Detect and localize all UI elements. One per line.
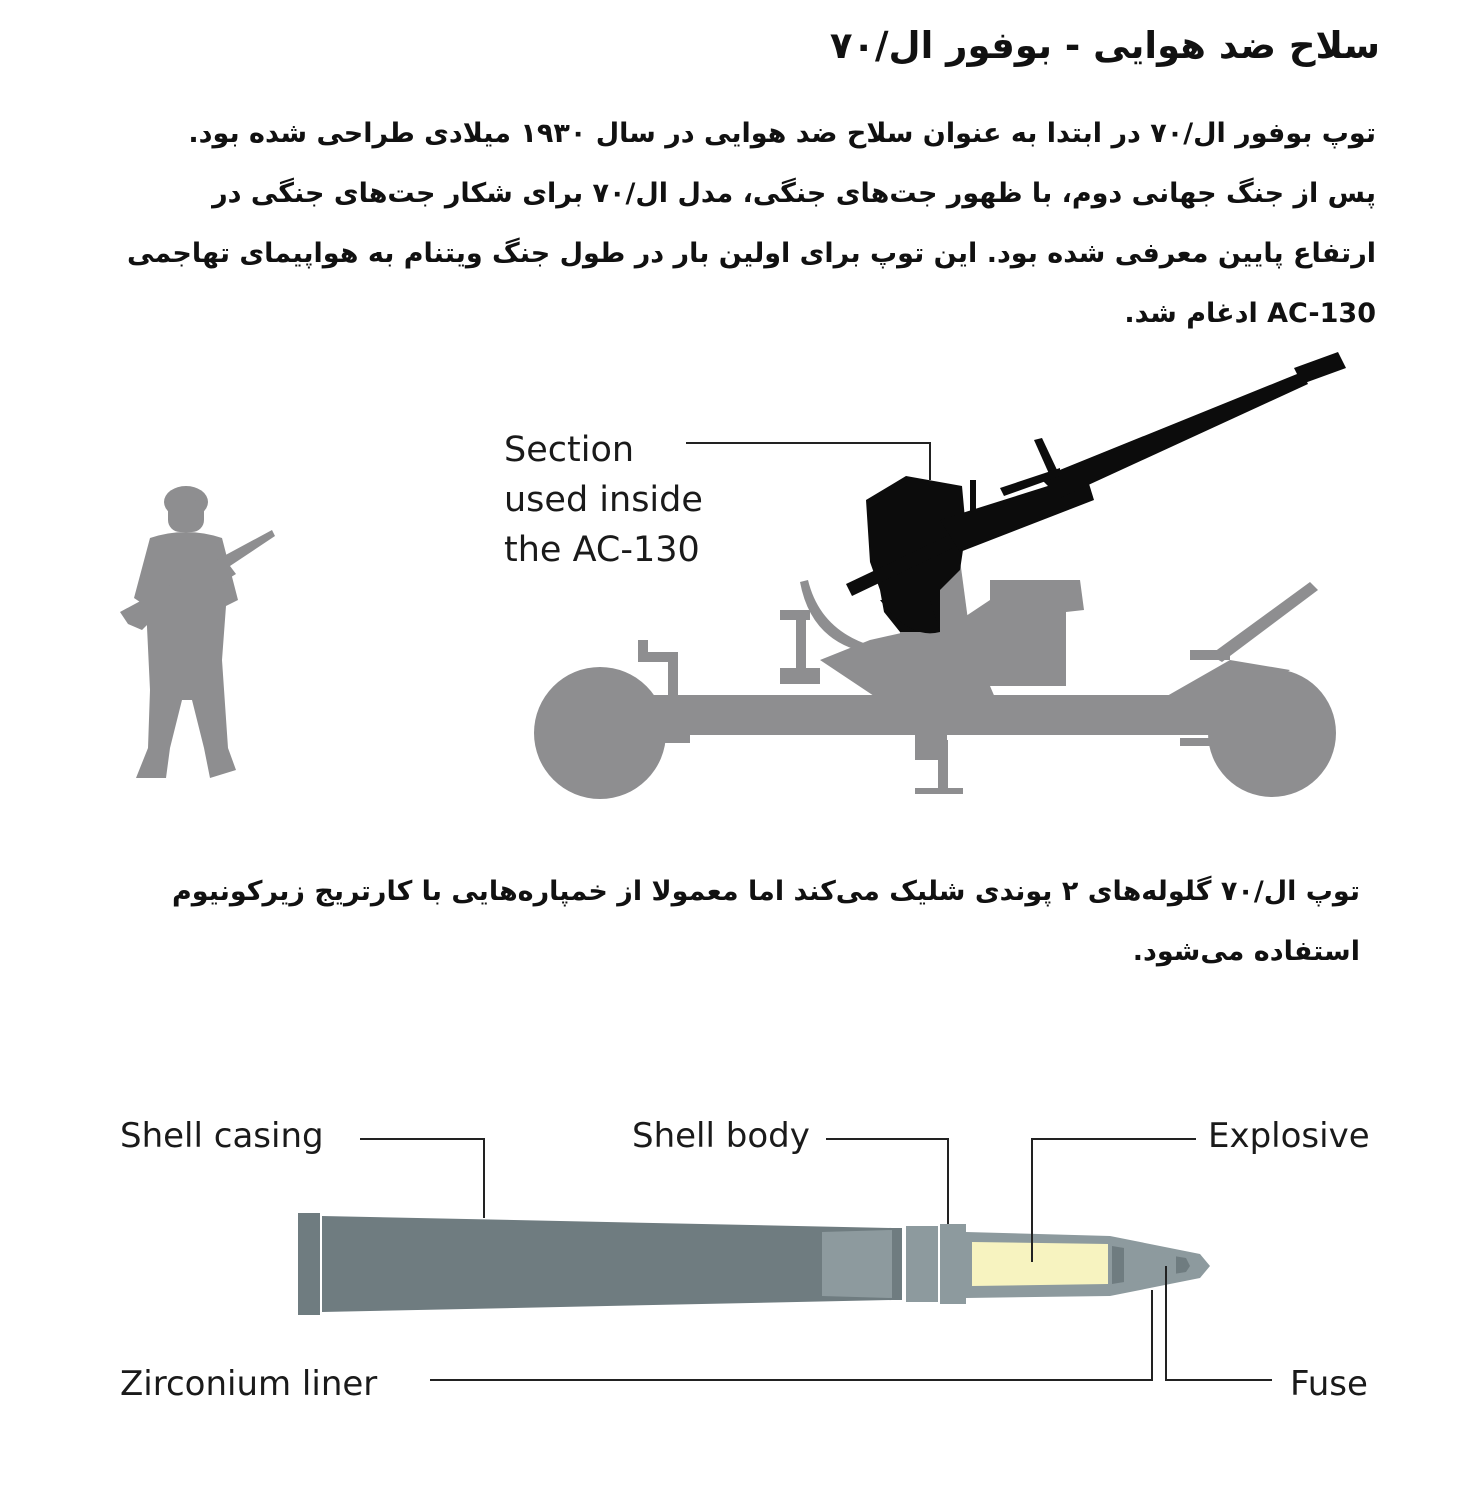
section-label-line: the AC-130 — [504, 530, 700, 570]
section-leader-line — [686, 443, 930, 480]
gun-ac130-section — [846, 352, 1346, 633]
page-title: سلاح ضد هوایی - بوفور ال/۷۰ — [829, 24, 1380, 67]
intro-line: AC-130 ادغام شد. — [1124, 298, 1376, 329]
shell-diagram — [298, 1213, 1210, 1315]
intro-line: توپ بوفور ال/۷۰ در ابتدا به عنوان سلاح ضد هوایی در سال ۱۹۳۰ میلادی طراحی شده بود. — [188, 118, 1376, 149]
shell-casing-label: Shell casing — [120, 1116, 324, 1156]
section-label — [504, 425, 703, 575]
shell-text-line: توپ ال/۷۰ گلوله‌های ۲ پوندی شلیک می‌کند اما معمولا از خمپاره‌هایی با کارتریج زیرکونیوم — [171, 876, 1360, 907]
intro-line: پس از جنگ جهانی دوم، با ظهور جت‌های جنگی، مدل ال/۷۰ برای شکار جت‌های جنگی در — [212, 178, 1376, 209]
shell-paragraph — [160, 862, 1360, 982]
section-label-line: used inside — [504, 480, 703, 520]
soldier-silhouette — [120, 486, 275, 778]
zirconium-liner-label: Zirconium liner — [120, 1364, 378, 1404]
section-label-line: Section — [504, 430, 635, 470]
shell-text-line: استفاده می‌شود. — [1132, 936, 1360, 967]
shell-body-label: Shell body — [632, 1116, 810, 1156]
explosive-label: Explosive — [1208, 1116, 1370, 1156]
fuse-label: Fuse — [1290, 1364, 1368, 1404]
intro-line: ارتفاع پایین معرفی شده بود. این توپ برای اولین بار در طول جنگ ویتنام به هواپیمای تهاجمی — [127, 238, 1376, 269]
